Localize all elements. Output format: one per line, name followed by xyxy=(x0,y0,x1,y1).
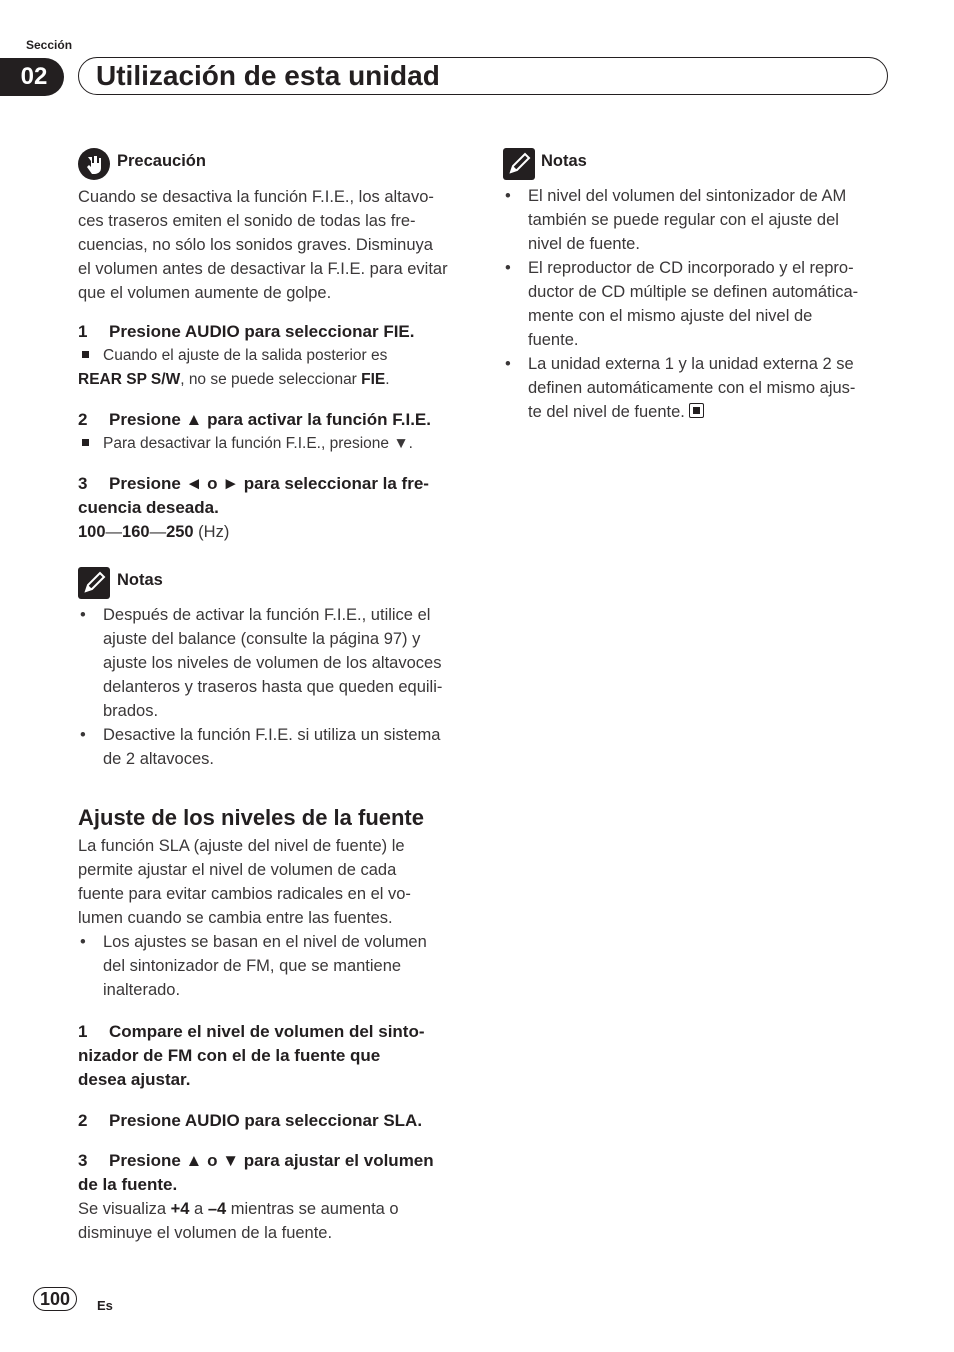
step-desc: disminuye el volumen de la fuente. xyxy=(78,1224,333,1242)
caution-line: el volumen antes de desactivar la F.I.E. para evitar xyxy=(78,260,448,278)
freq-value: 250 xyxy=(166,523,194,541)
notes-label: Notas xyxy=(541,152,587,170)
notes-list-left xyxy=(78,603,466,771)
caution-line: cuencias, no sólo los sonidos graves. Disminuya xyxy=(78,236,433,254)
freq-value: 100 xyxy=(78,523,106,541)
pencil-note-icon xyxy=(78,567,110,599)
caution-line: que el volumen aumente de golpe. xyxy=(78,284,332,302)
square-bullet-icon xyxy=(82,351,89,358)
step-text: Presione ▲ para activar la función F.I.E. xyxy=(109,410,431,429)
list-item xyxy=(503,352,893,424)
section-heading: Ajuste de los niveles de la fuente xyxy=(78,805,424,830)
list-item xyxy=(78,723,466,771)
sla-section xyxy=(78,804,466,1002)
list-item-line: inalterado. xyxy=(103,981,181,999)
step-text: cuencia deseada. xyxy=(78,498,219,517)
list-item-line: • Desactive la función F.I.E. si utiliza un sistema xyxy=(103,726,441,744)
caution-line: ces traseros emiten el sonido de todas las fre- xyxy=(78,212,416,230)
notes-label: Notas xyxy=(117,571,163,589)
freq-sep: — xyxy=(149,523,167,541)
level-value: –4 xyxy=(207,1200,227,1218)
step-note: Para desactivar la función F.I.E., presione ▼. xyxy=(103,435,413,452)
step-text: Compare el nivel de volumen del sinto- xyxy=(109,1022,425,1041)
list-item-line: • El nivel del volumen del sintonizador de AM xyxy=(528,187,847,205)
list-item-line: mente con el mismo ajuste del nivel de xyxy=(528,307,813,325)
list-item-line: te del nivel de fuente. xyxy=(528,403,685,421)
list-item xyxy=(503,184,893,256)
list-item xyxy=(503,256,893,352)
list-item-line: delanteros y traseros hasta que queden equili- xyxy=(103,678,443,696)
list-item-line: ajuste los niveles de volumen de los altavoces xyxy=(103,654,442,672)
square-bullet-icon xyxy=(82,439,89,446)
list-item-line: del sintonizador de FM, que se mantiene xyxy=(103,957,402,975)
intro-line: La función SLA (ajuste del nivel de fuente) le xyxy=(78,837,405,855)
notes-list-right xyxy=(503,184,893,424)
list-item-line: definen automáticamente con el mismo ajus- xyxy=(528,379,856,397)
list-item xyxy=(78,603,466,723)
list-item-line: • El reproductor de CD incorporado y el repro- xyxy=(528,259,854,277)
caution-hand-icon xyxy=(78,148,110,180)
list-item-line: • Los ajustes se basan en el nivel de volumen xyxy=(103,933,427,951)
step-text: Presione ▲ o ▼ para ajustar el volumen xyxy=(109,1151,434,1170)
step-desc: a xyxy=(189,1200,208,1218)
step-desc: Se visualiza xyxy=(78,1200,171,1218)
list-item-line: • Después de activar la función F.I.E., utilice el xyxy=(103,606,431,624)
intro-line: lumen cuando se cambia entre las fuentes. xyxy=(78,909,393,927)
step-text: Presione AUDIO para seleccionar SLA. xyxy=(109,1111,423,1130)
step-number: 1 xyxy=(78,1022,88,1041)
step-2-sla xyxy=(78,1109,466,1133)
setting-name: FIE xyxy=(361,371,386,388)
section-title: Utilización de esta unidad xyxy=(96,60,440,91)
step-number: 3 xyxy=(78,474,88,493)
section-label: Sección xyxy=(26,38,73,52)
step-1-sla xyxy=(78,1020,466,1092)
step-3-sla xyxy=(78,1149,466,1245)
end-of-section-icon xyxy=(689,403,704,418)
caution-label: Precaución xyxy=(117,152,206,170)
step-number: 2 xyxy=(78,410,88,429)
step-text: nizador de FM con el de la fuente que xyxy=(78,1046,381,1065)
list-item-line: nivel de fuente. xyxy=(528,235,640,253)
language-code: Es xyxy=(97,1298,113,1313)
list-item-line: fuente. xyxy=(528,331,579,349)
freq-value: 160 xyxy=(122,523,150,541)
step-note-text: . xyxy=(385,371,390,388)
step-text: desea ajustar. xyxy=(78,1070,191,1089)
list-item xyxy=(78,930,466,1002)
freq-unit: (Hz) xyxy=(193,523,230,541)
section-number-badge: 02 xyxy=(0,58,64,96)
list-item-line: ductor de CD múltiple se definen automática- xyxy=(528,283,859,301)
step-number: 3 xyxy=(78,1151,88,1170)
level-value: +4 xyxy=(170,1200,190,1218)
list-item-line: brados. xyxy=(103,702,159,720)
caution-text xyxy=(78,185,466,305)
step-number: 1 xyxy=(78,322,88,341)
list-item-line: también se puede regular con el ajuste del xyxy=(528,211,839,229)
step-1-fie xyxy=(78,320,466,392)
list-item-line: • La unidad externa 1 y la unidad externa 2 se xyxy=(528,355,854,373)
step-note: Cuando el ajuste de la salida posterior es xyxy=(103,347,388,364)
list-item-line: ajuste del balance (consulte la página 97) y xyxy=(103,630,421,648)
step-number: 2 xyxy=(78,1111,88,1130)
step-text: de la fuente. xyxy=(78,1175,178,1194)
step-text: Presione ◄ o ► para seleccionar la fre- xyxy=(109,474,429,493)
caution-line: Cuando se desactiva la función F.I.E., los altavo- xyxy=(78,188,434,206)
step-desc: mientras se aumenta o xyxy=(226,1200,399,1218)
pencil-note-icon xyxy=(503,148,535,180)
step-3-fie xyxy=(78,472,466,544)
step-2-fie xyxy=(78,408,466,456)
freq-sep: — xyxy=(105,523,123,541)
list-item-line: de 2 altavoces. xyxy=(103,750,214,768)
intro-line: fuente para evitar cambios radicales en el vo- xyxy=(78,885,411,903)
step-note-text: , no se puede seleccionar xyxy=(180,371,362,388)
setting-name: REAR SP S/W xyxy=(78,371,181,388)
page-number: 100 xyxy=(33,1287,77,1311)
intro-line: permite ajustar el nivel de volumen de cada xyxy=(78,861,397,879)
step-text: Presione AUDIO para seleccionar FIE. xyxy=(109,322,415,341)
